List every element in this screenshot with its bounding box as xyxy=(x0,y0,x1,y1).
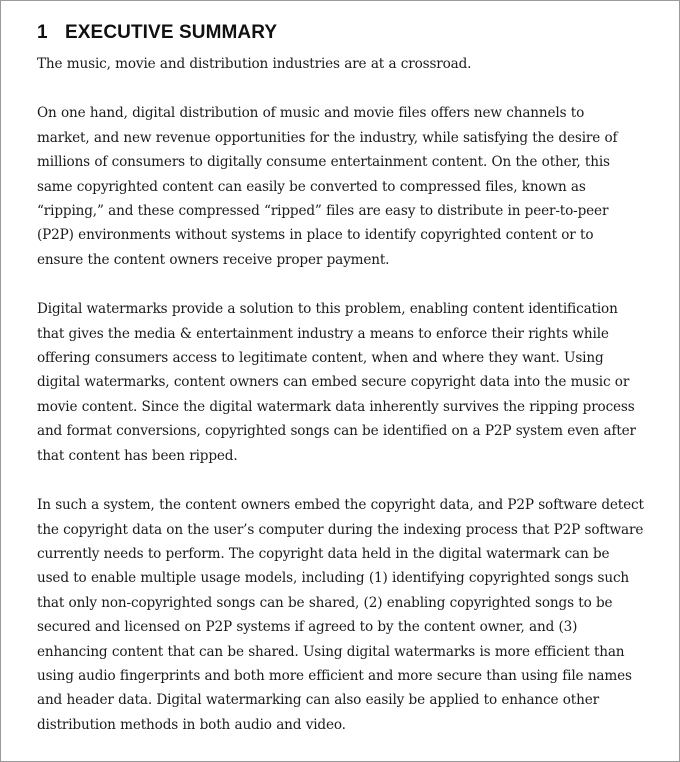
paragraph-line: currently needs to perform. The copyright data held in the digital watermark can be xyxy=(37,545,610,562)
paragraph-line: that content has been ripped. xyxy=(37,447,238,464)
paragraph-line: enhancing content that can be shared. Using digital watermarks is more efficient than xyxy=(37,643,625,660)
paragraph-line: and format conversions, copyrighted songs can be identified on a P2P system even after xyxy=(37,423,636,440)
paragraph-line: that gives the media & entertainment industry a means to enforce their rights while xyxy=(37,325,609,342)
paragraph-line: the copyright data on the user’s computer during the indexing process that P2P software xyxy=(37,521,644,538)
paragraph-p2p-system xyxy=(37,493,653,737)
paragraph-line: “ripping,” and these compressed “ripped” files are easy to distribute in peer-to-peer xyxy=(37,203,609,220)
section-title: EXECUTIVE SUMMARY xyxy=(65,22,278,43)
paragraph-digital-distribution xyxy=(37,101,653,272)
paragraph-line: digital watermarks, content owners can embed secure copyright data into the music or xyxy=(37,374,630,391)
paragraph-line: On one hand, digital distribution of music and movie files offers new channels to xyxy=(37,105,585,122)
paragraph-line: market, and new revenue opportunities for the industry, while satisfying the desire of xyxy=(37,129,618,146)
section-number: 1 xyxy=(37,22,48,43)
section-heading xyxy=(37,21,653,45)
paragraph-line: Digital watermarks provide a solution to this problem, enabling content identification xyxy=(37,301,618,318)
paragraph-line: movie content. Since the digital watermark data inherently survives the ripping process xyxy=(37,398,635,415)
paragraph-line: that only non-copyrighted songs can be shared, (2) enabling copyrighted songs to be xyxy=(37,594,613,611)
paragraph-line: using audio fingerprints and both more efficient and more secure than using file names xyxy=(37,667,632,684)
paragraph-line: secured and licensed on P2P systems if agreed to by the content owner, and (3) xyxy=(37,619,578,636)
paragraph-line: and header data. Digital watermarking can also easily be applied to enhance other xyxy=(37,692,599,709)
paragraph-digital-watermarks xyxy=(37,297,653,468)
paragraph-line: same copyrighted content can easily be converted to compressed files, known as xyxy=(37,178,586,195)
paragraph-line: distribution methods in both audio and video. xyxy=(37,716,346,733)
paragraph-line: The music, movie and distribution industries are at a crossroad. xyxy=(37,56,472,72)
paragraph-line: (P2P) environments without systems in place to identify copyrighted content or to xyxy=(37,227,594,244)
paragraph-line: ensure the content owners receive proper payment. xyxy=(37,251,390,268)
paragraph-intro xyxy=(37,52,653,76)
paragraph-line: offering consumers access to legitimate content, when and where they want. Using xyxy=(37,350,604,367)
paragraph-line: In such a system, the content owners embed the copyright data, and P2P software detect xyxy=(37,497,644,514)
document-content xyxy=(37,21,653,762)
paragraph-line: used to enable multiple usage models, including (1) identifying copyrighted songs such xyxy=(37,570,630,587)
paragraph-line: millions of consumers to digitally consume entertainment content. On the other, this xyxy=(37,154,610,171)
